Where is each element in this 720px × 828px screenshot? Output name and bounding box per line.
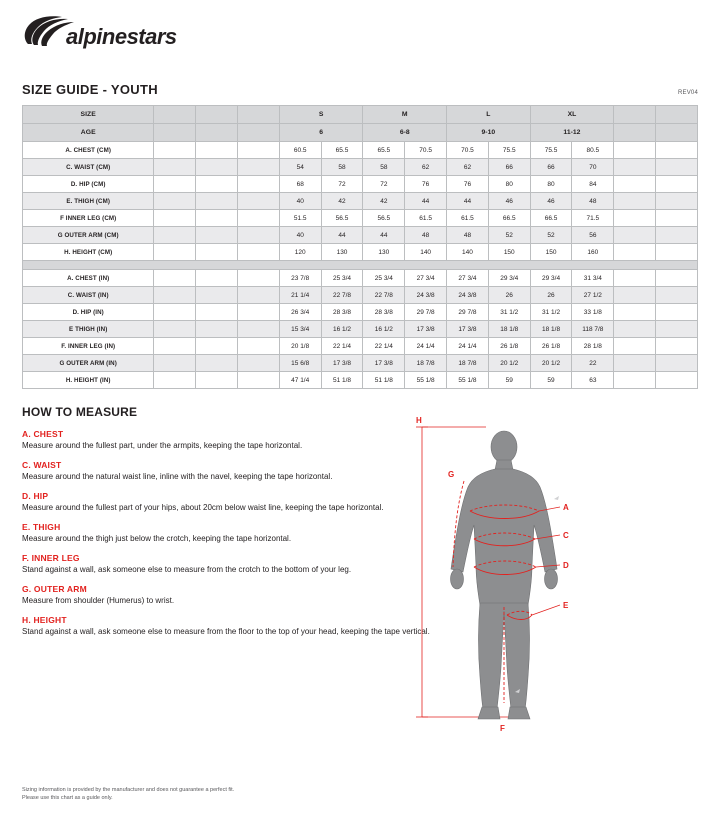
cell: 140 (405, 244, 447, 261)
cell: 18 1/8 (488, 321, 530, 338)
cell (656, 355, 698, 372)
cell: 54 (279, 159, 321, 176)
cell: 59 (488, 372, 530, 389)
cell: 26 1/8 (488, 338, 530, 355)
cell: 29 3/4 (488, 270, 530, 287)
cell: 68 (279, 176, 321, 193)
cell (614, 176, 656, 193)
cell: 66 (530, 159, 572, 176)
table-row (23, 372, 698, 389)
cell: 70 (572, 159, 614, 176)
cell: 20 1/8 (279, 338, 321, 355)
cell (154, 287, 196, 304)
cell: 47 1/4 (279, 372, 321, 389)
row-label: A. CHEST (CM) (23, 142, 154, 159)
cell: 150 (530, 244, 572, 261)
figure-label-e: E (563, 601, 569, 610)
table-row (23, 210, 698, 227)
cell (656, 142, 698, 159)
measure-item-text: Measure around the fullest part, under the armpits, keeping the tape horizontal. (22, 441, 303, 450)
cell: 26 3/4 (279, 304, 321, 321)
cell (238, 159, 280, 176)
cell: 46 (488, 193, 530, 210)
cell: 31 3/4 (572, 270, 614, 287)
measure-item-text: Stand against a wall, ask someone else to measure from the floor to the top of your head, keeping the tape vertical. (22, 627, 430, 636)
cell (656, 304, 698, 321)
cell (614, 159, 656, 176)
cell: 22 7/8 (321, 287, 363, 304)
cell: 62 (447, 159, 489, 176)
table-header-size (23, 106, 698, 124)
cell: 46 (530, 193, 572, 210)
measure-item-hip (22, 491, 442, 513)
table-row (23, 244, 698, 261)
cell: 66.5 (530, 210, 572, 227)
page-title-suffix: YOUTH (110, 82, 158, 97)
cell (154, 270, 196, 287)
cell (656, 193, 698, 210)
header-cell (238, 106, 280, 124)
cell (196, 338, 238, 355)
cell: 27 1/2 (572, 287, 614, 304)
measure-item-text: Measure around the natural waist line, inline with the navel, keeping the tape horizontal. (22, 472, 333, 481)
cell: 44 (321, 227, 363, 244)
cell (238, 270, 280, 287)
table-row (23, 176, 698, 193)
row-label: C. WAIST (CM) (23, 159, 154, 176)
cell: 24 1/4 (447, 338, 489, 355)
cell (238, 372, 280, 389)
cell (614, 304, 656, 321)
page-title-prefix: SIZE GUIDE - (22, 82, 111, 97)
cell (238, 193, 280, 210)
cell: 22 (572, 355, 614, 372)
header-cell-l: L (447, 106, 531, 124)
cell (154, 227, 196, 244)
cell: 120 (279, 244, 321, 261)
cell (154, 338, 196, 355)
cell: 58 (321, 159, 363, 176)
cell (238, 227, 280, 244)
cell: 66.5 (488, 210, 530, 227)
cell: 118 7/8 (572, 321, 614, 338)
header-cell-age-m: 6-8 (363, 124, 447, 142)
row-label: G OUTER ARM (IN) (23, 355, 154, 372)
cell (154, 244, 196, 261)
cell: 66 (488, 159, 530, 176)
cell: 80 (530, 176, 572, 193)
measure-item-outer-arm (22, 584, 442, 606)
cell (614, 193, 656, 210)
cell (154, 176, 196, 193)
cell: 24 3/8 (447, 287, 489, 304)
cell (196, 372, 238, 389)
cell: 70.5 (447, 142, 489, 159)
cell (656, 176, 698, 193)
measure-item-waist (22, 460, 442, 482)
cell (154, 193, 196, 210)
body-figure-svg (408, 415, 708, 745)
cell: 71.5 (572, 210, 614, 227)
cell (196, 244, 238, 261)
cell: 72 (321, 176, 363, 193)
cell: 80.5 (572, 142, 614, 159)
header-cell-xl: XL (530, 106, 614, 124)
cell: 17 3/8 (363, 355, 405, 372)
cell (196, 355, 238, 372)
cell: 25 3/4 (321, 270, 363, 287)
cell (238, 210, 280, 227)
table-row (23, 321, 698, 338)
measure-item-text: Stand against a wall, ask someone else to measure from the crotch to the bottom of your leg. (22, 565, 352, 574)
cell: 20 1/2 (530, 355, 572, 372)
header-cell (196, 124, 238, 142)
cell: 28 3/8 (363, 304, 405, 321)
header-cell (154, 124, 196, 142)
cell (154, 159, 196, 176)
cell: 58 (363, 159, 405, 176)
cell: 72 (363, 176, 405, 193)
cell: 17 3/8 (447, 321, 489, 338)
row-label: E. THIGH (CM) (23, 193, 154, 210)
cell (154, 210, 196, 227)
measure-item-title: G. OUTER ARM (22, 584, 87, 594)
cell (196, 304, 238, 321)
cell (238, 142, 280, 159)
header-label-age: AGE (23, 124, 154, 142)
cell: 16 1/2 (363, 321, 405, 338)
cell: 75.5 (488, 142, 530, 159)
cell (196, 287, 238, 304)
table-row (23, 159, 698, 176)
table-row (23, 227, 698, 244)
header-cell-age-xl: 11-12 (530, 124, 614, 142)
how-to-measure-heading: HOW TO MEASURE (22, 405, 138, 419)
cell: 44 (363, 227, 405, 244)
page-title (22, 82, 158, 97)
header-label-size: SIZE (23, 106, 154, 124)
cell (656, 244, 698, 261)
cell: 40 (279, 193, 321, 210)
footer-line-2: Please use this chart as a guide only. (22, 794, 113, 801)
table-row (23, 338, 698, 355)
cell: 55 1/8 (405, 372, 447, 389)
measure-item-text: Measure around the fullest part of your hips, about 20cm below waist line, keeping the tape horizontal. (22, 503, 384, 512)
cell (196, 193, 238, 210)
header-cell (238, 124, 280, 142)
cell: 160 (572, 244, 614, 261)
cell: 29 7/8 (447, 304, 489, 321)
row-label: H. HEIGHT (CM) (23, 244, 154, 261)
row-label: F. INNER LEG (IN) (23, 338, 154, 355)
cell: 26 (530, 287, 572, 304)
cell (614, 210, 656, 227)
cell (656, 210, 698, 227)
cell (196, 270, 238, 287)
table-header-age (23, 124, 698, 142)
header-cell (154, 106, 196, 124)
cell: 15 6/8 (279, 355, 321, 372)
cell: 65.5 (321, 142, 363, 159)
table-row (23, 287, 698, 304)
cell (238, 304, 280, 321)
cell: 18 7/8 (405, 355, 447, 372)
row-label: A. CHEST (IN) (23, 270, 154, 287)
cell (238, 244, 280, 261)
header-cell-age-l: 9-10 (447, 124, 531, 142)
table-row (23, 355, 698, 372)
cell (614, 244, 656, 261)
cell (154, 304, 196, 321)
page-title-row (22, 82, 698, 97)
cell (656, 287, 698, 304)
measure-item-thigh (22, 522, 442, 544)
figure-label-c: C (563, 531, 569, 540)
cell: 22 1/4 (321, 338, 363, 355)
cell (238, 321, 280, 338)
size-chart-table (22, 105, 698, 389)
cell: 24 1/4 (405, 338, 447, 355)
cell: 130 (321, 244, 363, 261)
cell (614, 287, 656, 304)
cell (656, 159, 698, 176)
cell: 51 1/8 (363, 372, 405, 389)
cell: 27 3/4 (405, 270, 447, 287)
cell: 130 (363, 244, 405, 261)
cell (614, 372, 656, 389)
cell: 76 (447, 176, 489, 193)
cell: 25 3/4 (363, 270, 405, 287)
cell (196, 176, 238, 193)
cell: 18 1/8 (530, 321, 572, 338)
cell: 80 (488, 176, 530, 193)
cell: 20 1/2 (488, 355, 530, 372)
cell (656, 227, 698, 244)
cell: 51 1/8 (321, 372, 363, 389)
footer-disclaimer (22, 786, 234, 803)
cell (656, 321, 698, 338)
cell: 70.5 (405, 142, 447, 159)
cell: 56 (572, 227, 614, 244)
cell (238, 355, 280, 372)
measure-item-title: F. INNER LEG (22, 553, 80, 563)
table-row (23, 270, 698, 287)
cell: 24 3/8 (405, 287, 447, 304)
cell (154, 355, 196, 372)
cell: 52 (488, 227, 530, 244)
cell: 140 (447, 244, 489, 261)
cell: 42 (321, 193, 363, 210)
cell: 17 3/8 (405, 321, 447, 338)
header-cell (614, 106, 656, 124)
measure-item-chest (22, 429, 442, 451)
cell (238, 287, 280, 304)
measure-item-text: Measure from shoulder (Humerus) to wrist. (22, 596, 175, 605)
header-cell (656, 124, 698, 142)
table-row (23, 142, 698, 159)
measure-item-title: D. HIP (22, 491, 49, 501)
figure-label-h: H (416, 416, 422, 425)
cell: 33 1/8 (572, 304, 614, 321)
table-row (23, 193, 698, 210)
header-cell-s: S (279, 106, 363, 124)
cell: 21 1/4 (279, 287, 321, 304)
brand-logo (22, 0, 698, 60)
cell (196, 227, 238, 244)
cell: 59 (530, 372, 572, 389)
cell: 75.5 (530, 142, 572, 159)
cell (614, 227, 656, 244)
cell: 60.5 (279, 142, 321, 159)
cell (154, 372, 196, 389)
cell: 150 (488, 244, 530, 261)
cell: 17 3/8 (321, 355, 363, 372)
cell: 15 3/4 (279, 321, 321, 338)
cell: 51.5 (279, 210, 321, 227)
cell (238, 176, 280, 193)
cell (196, 159, 238, 176)
cell: 44 (405, 193, 447, 210)
cell: 22 7/8 (363, 287, 405, 304)
header-cell (196, 106, 238, 124)
footer-line-1: Sizing information is provided by the manufacturer and does not guarantee a perfect fit. (22, 786, 235, 793)
cell: 28 3/8 (321, 304, 363, 321)
cell: 31 1/2 (530, 304, 572, 321)
how-to-measure-list (22, 429, 442, 637)
table-separator-row (23, 261, 698, 270)
cell: 48 (405, 227, 447, 244)
cell (614, 338, 656, 355)
figure-label-g: G (448, 470, 455, 479)
measure-item-height (22, 615, 442, 637)
cell: 26 (488, 287, 530, 304)
cell (614, 270, 656, 287)
alpinestars-logo-icon (22, 14, 212, 52)
cell: 28 1/8 (572, 338, 614, 355)
cell (196, 210, 238, 227)
row-label: D. HIP (IN) (23, 304, 154, 321)
table-row (23, 304, 698, 321)
cell: 55 1/8 (447, 372, 489, 389)
header-cell (656, 106, 698, 124)
figure-label-a: A (563, 503, 569, 512)
row-label: F INNER LEG (CM) (23, 210, 154, 227)
cell (614, 321, 656, 338)
cell: 84 (572, 176, 614, 193)
measure-item-text: Measure around the thigh just below the crotch, keeping the tape horizontal. (22, 534, 292, 543)
cell (656, 372, 698, 389)
cell: 56.5 (321, 210, 363, 227)
row-label: C. WAIST (IN) (23, 287, 154, 304)
cell: 76 (405, 176, 447, 193)
cell: 48 (572, 193, 614, 210)
header-cell-age-s: 6 (279, 124, 363, 142)
cell (614, 355, 656, 372)
row-label: H. HEIGHT (IN) (23, 372, 154, 389)
cell (154, 321, 196, 338)
cell (196, 321, 238, 338)
revision-label: REV04 (677, 90, 698, 96)
header-cell-m: M (363, 106, 447, 124)
cell (656, 338, 698, 355)
cell (196, 142, 238, 159)
cell: 48 (447, 227, 489, 244)
row-label: G OUTER ARM (CM) (23, 227, 154, 244)
header-cell (614, 124, 656, 142)
cell: 63 (572, 372, 614, 389)
cell: 52 (530, 227, 572, 244)
cell: 26 1/8 (530, 338, 572, 355)
measure-item-title: E. THIGH (22, 522, 61, 532)
measure-item-title: C. WAIST (22, 460, 62, 470)
row-label: D. HIP (CM) (23, 176, 154, 193)
cell: 62 (405, 159, 447, 176)
figure-label-f: F (500, 724, 505, 733)
figure-label-d: D (563, 561, 569, 570)
row-label: E THIGH (IN) (23, 321, 154, 338)
cell: 44 (447, 193, 489, 210)
cell: 40 (279, 227, 321, 244)
cell: 18 7/8 (447, 355, 489, 372)
cell: 42 (363, 193, 405, 210)
measure-item-title: A. CHEST (22, 429, 64, 439)
cell: 61.5 (405, 210, 447, 227)
measurement-diagram (408, 415, 708, 745)
svg-text:alpinestars: alpinestars (66, 24, 177, 49)
cell: 31 1/2 (488, 304, 530, 321)
cell (154, 142, 196, 159)
cell: 16 1/2 (321, 321, 363, 338)
cell: 56.5 (363, 210, 405, 227)
cell: 29 7/8 (405, 304, 447, 321)
cell: 23 7/8 (279, 270, 321, 287)
cell: 65.5 (363, 142, 405, 159)
measure-item-title: H. HEIGHT (22, 615, 67, 625)
measure-item-inner-leg (22, 553, 442, 575)
cell: 27 3/4 (447, 270, 489, 287)
cell: 29 3/4 (530, 270, 572, 287)
cell: 61.5 (447, 210, 489, 227)
cell (238, 338, 280, 355)
cell (614, 142, 656, 159)
cell (656, 270, 698, 287)
cell: 22 1/4 (363, 338, 405, 355)
